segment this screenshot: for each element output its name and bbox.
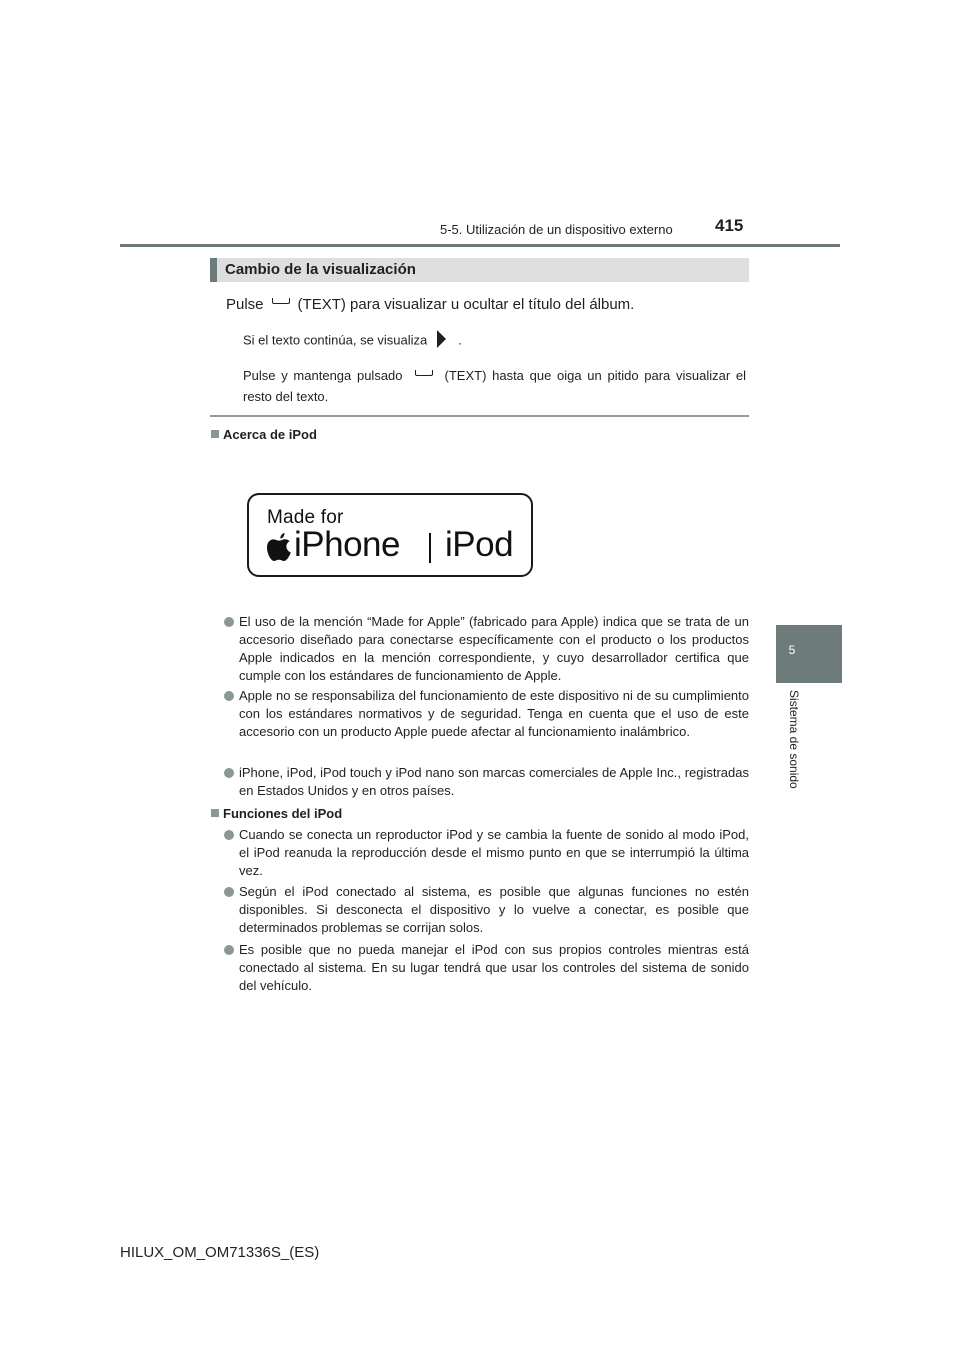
- section-heading-display-change: [210, 258, 749, 282]
- text-button-icon: [415, 370, 433, 376]
- list-item: [239, 826, 749, 880]
- circle-bullet-icon: [224, 617, 234, 627]
- subheading-about-ipod: [211, 427, 317, 442]
- bullet-text: iPhone, iPod, iPod touch y iPod nano son marcas comerciales de Apple Inc., registradas en Estados Unidos y en otros países.: [239, 765, 749, 798]
- header-section-path: 5-5. Utilización de un dispositivo externo: [440, 222, 673, 237]
- circle-bullet-icon: [224, 945, 234, 955]
- instruction-post: (TEXT) para visualizar u ocultar el título del álbum.: [297, 296, 635, 313]
- list-item: [239, 687, 749, 741]
- note2-pre: Pulse y mantenga pulsado: [243, 368, 403, 383]
- bullet-text: Cuando se conecta un reproductor iPod y se cambia la fuente de sonido al modo iPod, el iPod reanuda la reproducción desde el mismo punto en que se interrumpió la última vez.: [239, 827, 749, 878]
- list-item: [239, 941, 749, 995]
- bullet-text: El uso de la mención “Made for Apple” (fabricado para Apple) indica que se trata de un accesorio diseñado para conectarse específicamente con el producto o los productos Apple indicados en la mención correspondiente, y cuyo desarrollador certifica que cumple con los estándares de funcionamiento de Apple.: [239, 614, 749, 683]
- made-for-iphone-ipod-badge: [247, 493, 533, 577]
- note2-post: (TEXT) hasta que oiga un pitido para visualizar el resto del texto.: [243, 368, 746, 404]
- subheading-label: Funciones del iPod: [223, 806, 343, 821]
- apple-logo-icon: [266, 532, 292, 562]
- bullet-text: Es posible que no pueda manejar el iPod con sus propios controles mientras está conectado al sistema. En su lugar tendrá que usar los controles del sistema de sonido del vehículo.: [239, 942, 749, 993]
- note-hold-button: [243, 365, 746, 407]
- list-item: [239, 883, 749, 937]
- square-bullet-icon: [211, 809, 219, 817]
- heading-bar: [210, 258, 217, 282]
- circle-bullet-icon: [224, 887, 234, 897]
- chapter-title: Sistema de sonido: [787, 690, 801, 789]
- section-heading-title: Cambio de la visualización: [225, 261, 416, 278]
- circle-bullet-icon: [224, 691, 234, 701]
- header-rule: [120, 244, 840, 247]
- instruction-pre: Pulse: [226, 296, 264, 313]
- subheading-ipod-functions: [211, 806, 342, 821]
- continue-arrow-icon: [437, 330, 446, 348]
- page-number: 415: [715, 216, 744, 235]
- bullet-text: Apple no se responsabiliza del funcionamiento de este dispositivo ni de su cumplimiento con los estándares normativos y de seguridad. Tenga en cuenta que el uso de este accesorio con un producto Apple puede afectar al funcionamiento inalámbrico.: [239, 688, 749, 739]
- circle-bullet-icon: [224, 830, 234, 840]
- circle-bullet-icon: [224, 768, 234, 778]
- instruction-text: [226, 296, 634, 313]
- subheading-label: Acerca de iPod: [223, 427, 317, 442]
- text-button-icon: [272, 298, 290, 304]
- badge-separator: [429, 533, 431, 563]
- square-bullet-icon: [211, 430, 219, 438]
- section-rule: [210, 415, 749, 417]
- badge-iphone-text: iPhone: [294, 525, 400, 564]
- note1-post: .: [458, 332, 462, 348]
- footer-doc-code: HILUX_OM_OM71336S_(ES): [120, 1244, 320, 1261]
- chapter-number: 5: [788, 643, 796, 657]
- list-item: [239, 764, 749, 800]
- bullet-text: Según el iPod conectado al sistema, es posible que algunas funciones no estén disponibles. Si desconecta el dispositivo y lo vuelve a conectar, es posible que determinados problemas se corrijan solos.: [239, 884, 749, 935]
- badge-made-for: Made for: [267, 507, 344, 528]
- badge-ipod-text: iPod: [445, 525, 514, 564]
- note1-pre: Si el texto continúa, se visualiza: [243, 332, 428, 348]
- list-item: [239, 613, 749, 685]
- note-text-continues: [243, 332, 462, 350]
